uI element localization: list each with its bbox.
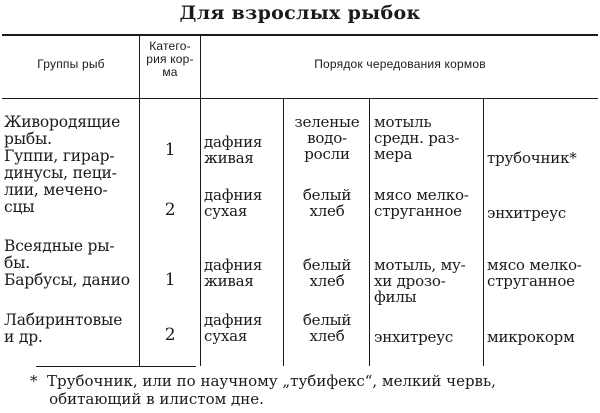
group-omnivores: Всеядные ры- бы. Барбусы, данио <box>4 237 130 289</box>
category-value: 1 <box>164 270 176 290</box>
column-divider-group <box>139 36 140 366</box>
header-group: Группы рыб <box>37 57 105 71</box>
footnote: * Трубочник, или по научному „тубифекс“, мелкий червь, обитающий в илистом дне. <box>30 372 496 408</box>
feed-cell: зеленые водо- росли <box>294 113 360 163</box>
table-top-rule <box>2 34 598 36</box>
feed-cell: микрокорм <box>487 328 575 346</box>
feed-cell: дафния сухая <box>204 186 263 220</box>
feed-cell: мясо мелко- струганное <box>374 186 469 220</box>
group-livebearers: Живородящие рыбы. Гуппи, гирар- динусы, пеци- лии, мечено- сцы <box>4 113 121 216</box>
column-divider-category <box>200 36 201 366</box>
header-category: Катего- рия кор- ма <box>146 39 194 79</box>
feed-cell: мясо мелко- струганное <box>487 256 582 290</box>
group-labyrinth: Лабиринтовые и др. <box>4 311 123 346</box>
feed-cell: дафния живая <box>204 133 263 167</box>
column-divider-feed-3 <box>483 99 484 366</box>
feed-cell: мотыль средн. раз- мера <box>374 113 460 163</box>
column-divider-feed-1 <box>283 99 284 366</box>
category-value: 2 <box>164 200 176 220</box>
feed-cell: белый хлеб <box>302 186 352 220</box>
page-title: Для взрослых рыбок <box>179 2 421 24</box>
column-divider-feed-2 <box>369 99 370 366</box>
feed-cell: белый хлеб <box>302 256 352 290</box>
feed-cell: энхитреус <box>374 328 454 346</box>
footnote-rule <box>36 366 196 367</box>
category-value: 2 <box>164 325 176 345</box>
feed-cell: дафния сухая <box>204 311 263 345</box>
category-value: 1 <box>164 140 176 160</box>
header-order: Порядок чередования кормов <box>314 57 486 71</box>
feed-cell: дафния живая <box>204 256 263 290</box>
header-bottom-rule <box>2 98 598 99</box>
feed-cell: энхитреус <box>487 204 567 222</box>
feed-cell: белый хлеб <box>302 311 352 345</box>
feed-cell: мотыль, му- хи дрозо- филы <box>374 256 466 306</box>
feed-cell: трубочник* <box>487 149 577 167</box>
